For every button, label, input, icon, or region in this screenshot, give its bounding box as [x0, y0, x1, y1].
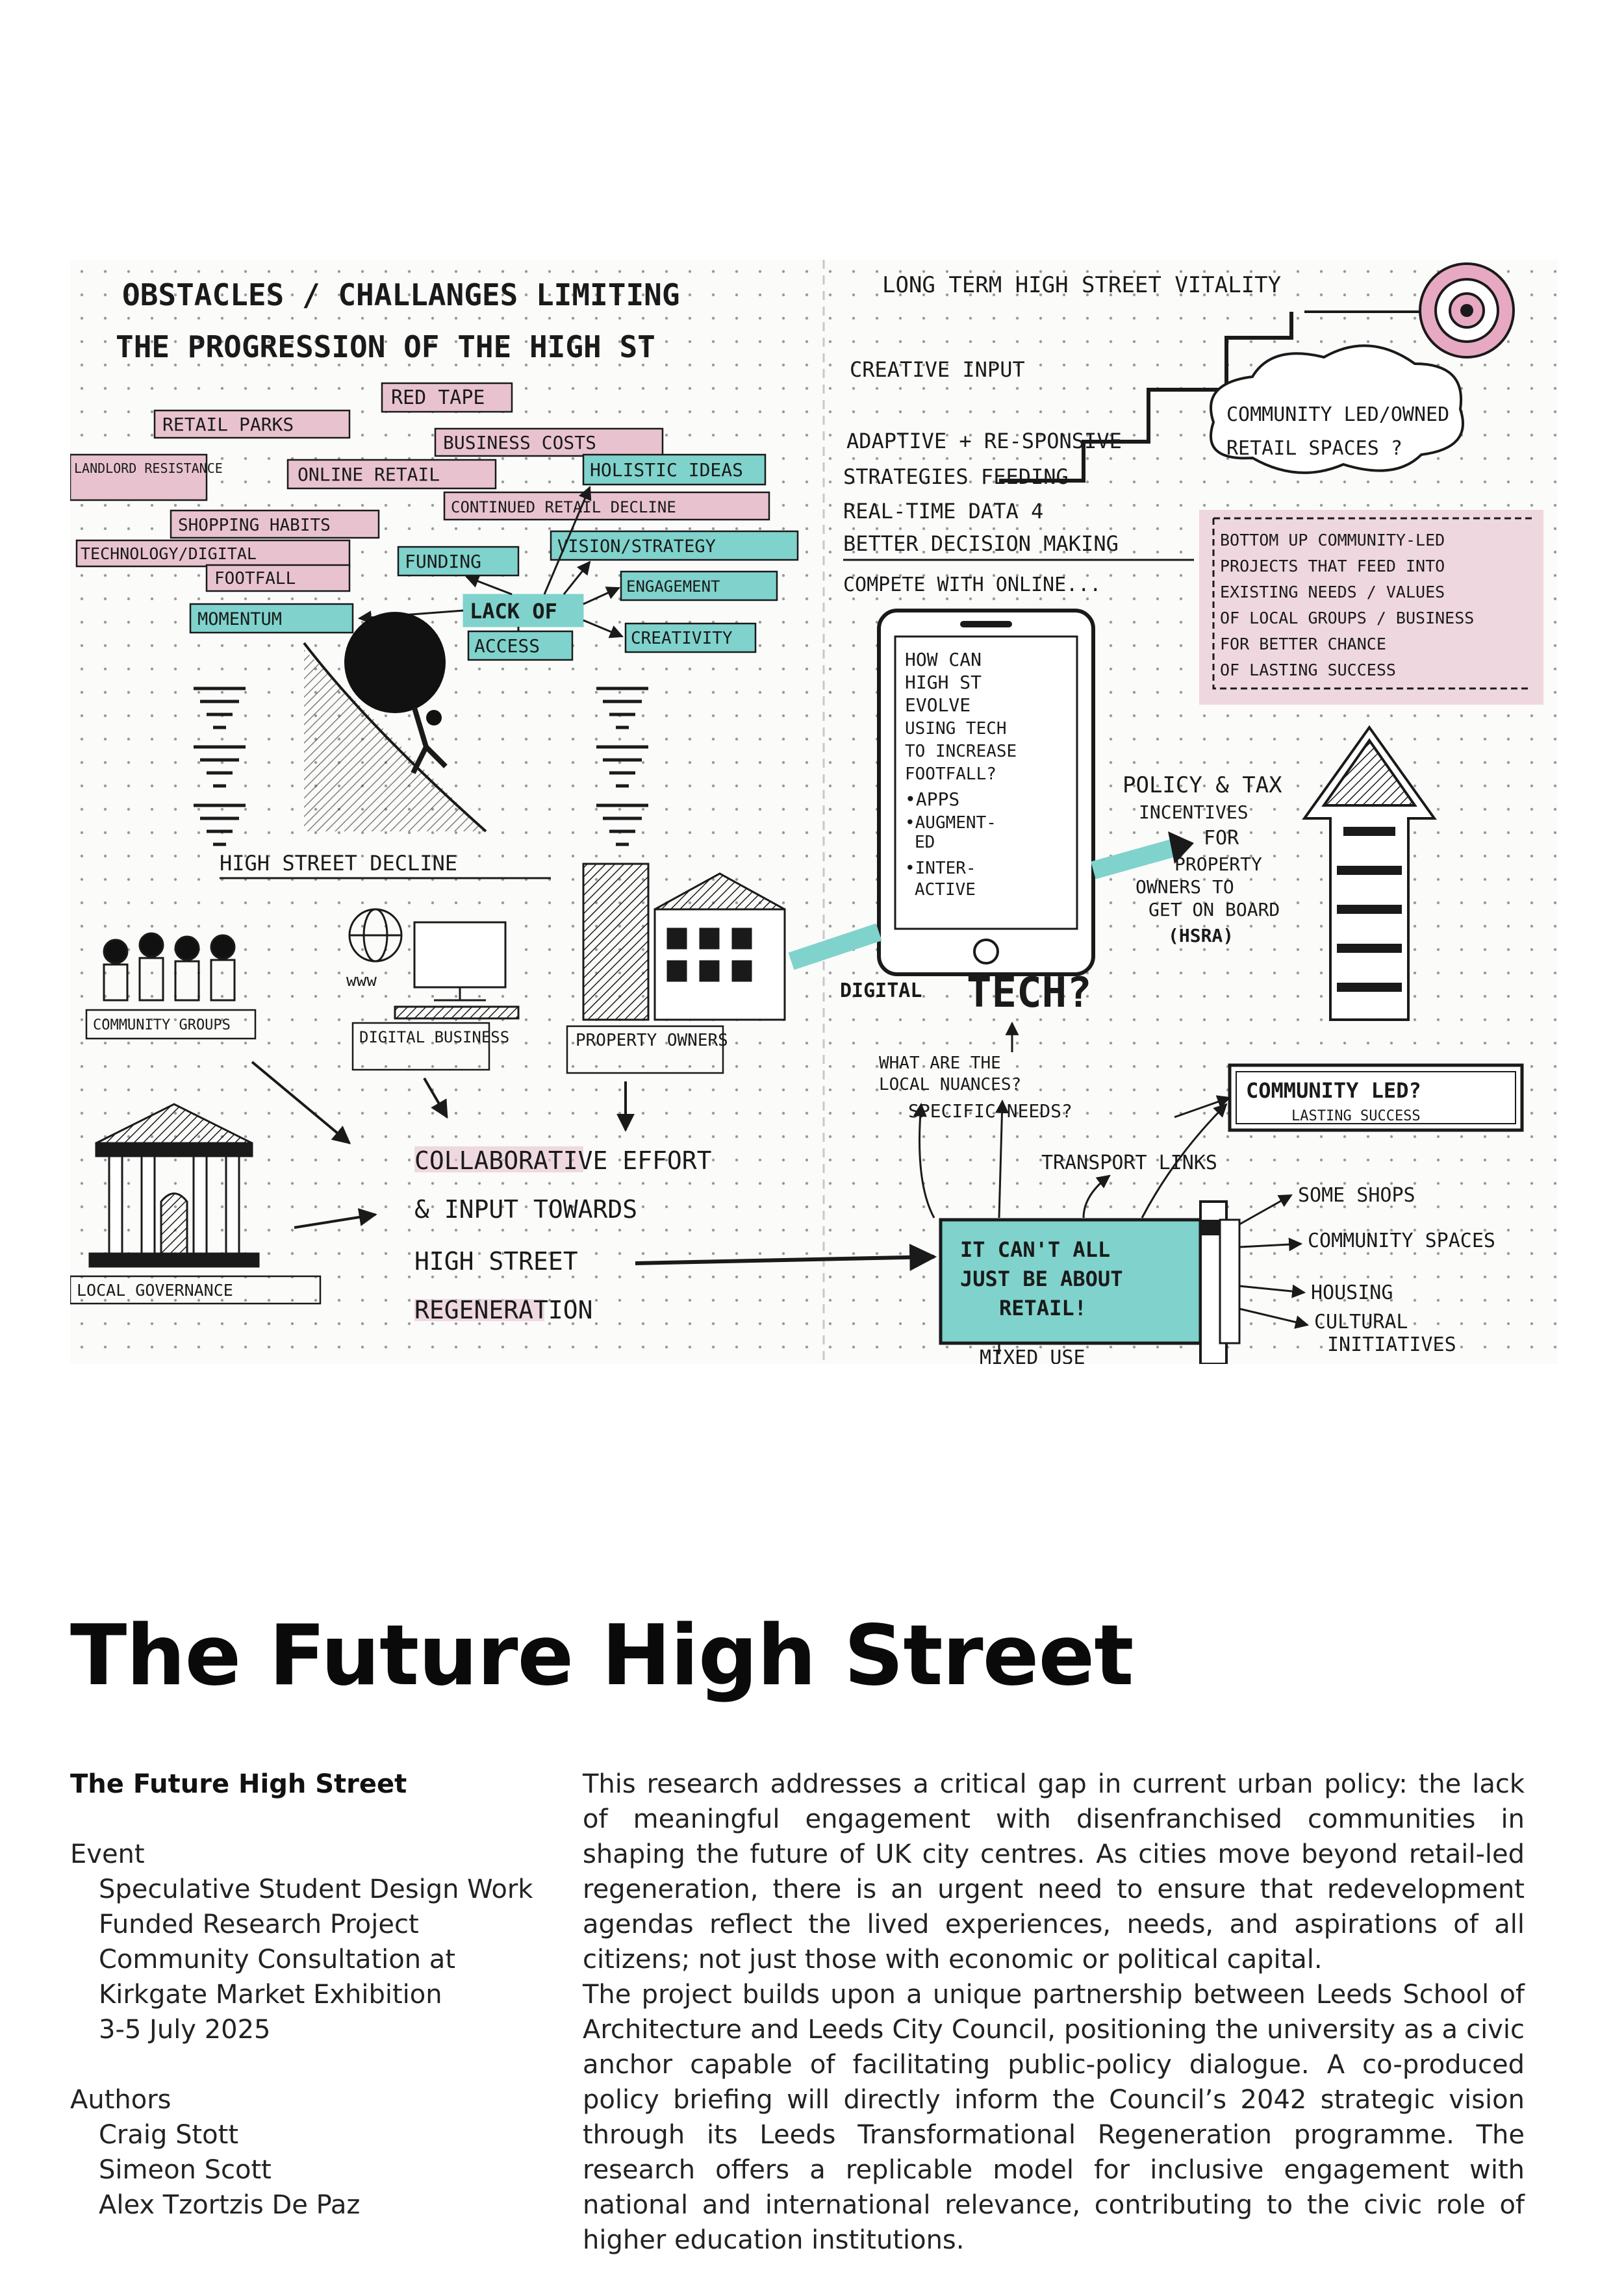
branch-initiatives: INITIATIVES [1327, 1333, 1456, 1356]
branch-housing: HOUSING [1311, 1281, 1393, 1304]
adaptive-line4: BETTER DECISION MAKING [843, 531, 1119, 556]
svg-text:POLICY & TAX: POLICY & TAX [1123, 772, 1282, 798]
target-icon [1420, 264, 1514, 357]
adaptive-line2: STRATEGIES FEEDING [843, 464, 1069, 489]
svg-text:PROPERTY: PROPERTY [1174, 853, 1262, 875]
tag-shopping-habits: SHOPPING HABITS [178, 516, 331, 535]
collab-line1: COLLABORATIVE EFFORT [414, 1146, 712, 1175]
page-title: The Future High Street [70, 1608, 1134, 1704]
svg-text:•AUGMENT-: •AUGMENT- [905, 813, 996, 833]
svg-text:USING TECH: USING TECH [905, 719, 1007, 738]
svg-text:HIGH ST: HIGH ST [905, 672, 982, 693]
vitality-label: LONG TERM HIGH STREET VITALITY [882, 272, 1282, 298]
event-date: 3-5 July 2025 [99, 2015, 271, 2045]
tag-business-costs: BUSINESS COSTS [443, 432, 597, 453]
tag-red-tape: RED TAPE [391, 386, 485, 409]
meta-heading: The Future High Street [70, 1769, 407, 1799]
project-meta [70, 1767, 564, 2258]
cloud-line2: RETAIL SPACES ? [1226, 437, 1402, 460]
tag-footfall: FOOTFALL [214, 569, 296, 588]
collab-line3: HIGH STREET [414, 1247, 578, 1276]
sign-line3: RETAIL! [999, 1296, 1087, 1320]
compete-label: COMPETE WITH ONLINE... [843, 574, 1102, 596]
body-paragraph-1: This research addresses a critical gap in current urban policy: the lack of meaningful engagement with disenfranchised communities in shaping the future of UK city centres. As cities move beyond retail-led regeneration, there is an urgent need to ensure that redevelopment agendas reflect the lived experiences, needs, and aspirations of all citizens; not just those with economic or political capital. [583, 1769, 1525, 1974]
bottom-up-line6: OF LASTING SUCCESS [1220, 661, 1396, 679]
tag-engagement: ENGAGEMENT [626, 577, 720, 596]
bottom-up-line2: PROJECTS THAT FEED INTO [1220, 557, 1445, 575]
bottom-up-line1: BOTTOM UP COMMUNITY-LED [1220, 531, 1445, 549]
authors-group [70, 2082, 564, 2223]
tag-momentum: MOMENTUM [197, 609, 283, 629]
high-street-decline-label: HIGH STREET DECLINE [220, 851, 458, 876]
tag-funding: FUNDING [405, 551, 482, 572]
svg-text:EVOLVE: EVOLVE [905, 694, 971, 716]
svg-text:•INTER-: •INTER- [905, 859, 976, 878]
tag-continued-retail-decline: CONTINUED RETAIL DECLINE [451, 498, 676, 516]
event-item: Speculative Student Design Work [99, 1874, 533, 1904]
branch-cultural: CULTURAL [1314, 1311, 1408, 1333]
tag-retail-parks: RETAIL PARKS [162, 414, 294, 435]
lack-of-label: LACK OF [470, 599, 557, 624]
tag-landlord-resistance: LANDLORD RESISTANCE [74, 460, 223, 476]
tech-label: TECH? [967, 969, 1092, 1017]
nuances-line2: LOCAL NUANCES? [879, 1075, 1022, 1094]
event-label: Event [70, 1839, 145, 1869]
tag-access: ACCESS [474, 635, 540, 657]
svg-text:HOW CAN: HOW CAN [905, 649, 982, 670]
svg-text:OWNERS TO: OWNERS TO [1136, 876, 1234, 898]
sign-line2: JUST BE ABOUT [960, 1267, 1123, 1291]
sketch-illustration [70, 260, 1558, 1364]
svg-text:ACTIVE: ACTIVE [915, 880, 976, 900]
svg-text:ED: ED [915, 833, 935, 852]
transport-links-label: TRANSPORT LINKS [1041, 1152, 1217, 1174]
svg-text:INCENTIVES: INCENTIVES [1139, 801, 1249, 823]
tag-holistic-ideas: HOLISTIC IDEAS [590, 459, 744, 481]
author-name: Alex Tzortzis De Paz [99, 2190, 361, 2220]
creative-input-label: CREATIVE INPUT [850, 357, 1025, 382]
body-paragraph-2: The project builds upon a unique partnership between Leeds School of Architecture and Leeds City Council, positioning the university as a civic anchor capable of facilitating public-policy dialogue. A co-produced policy briefing will directly inform the Council’s 2042 strategic vision through its Leeds Transformational Regeneration programme. The research offers a replicable model for inclusive engagement with national and international relevance, contributing to the civic role of higher education institutions. [583, 1980, 1525, 2255]
bottom-up-line5: FOR BETTER CHANCE [1220, 635, 1386, 653]
adaptive-line3: REAL-TIME DATA 4 [843, 499, 1044, 524]
sign-line1: IT CAN'T ALL [960, 1237, 1111, 1262]
adaptive-line1: ADAPTIVE + RE-SPONSIVE [846, 429, 1122, 453]
branch-community-spaces: COMMUNITY SPACES [1308, 1230, 1495, 1252]
community-led-label: COMMUNITY LED? [1246, 1078, 1421, 1103]
tag-technology-digital: TECHNOLOGY/DIGITAL [81, 544, 257, 563]
mixed-use-label: MIXED USE [980, 1346, 1085, 1364]
event-item: Kirkgate Market Exhibition [99, 1980, 442, 2010]
lasting-success-label: LASTING SUCCESS [1291, 1108, 1421, 1124]
svg-text:•APPS: •APPS [905, 788, 960, 810]
svg-text:GET ON BOARD: GET ON BOARD [1148, 899, 1280, 920]
digital-label: DIGITAL [840, 979, 922, 1002]
svg-text:(HSRA): (HSRA) [1168, 925, 1234, 946]
actor-community-groups: COMMUNITY GROUPS [93, 1017, 231, 1033]
bottom-up-line4: OF LOCAL GROUPS / BUSINESS [1220, 609, 1475, 627]
specific-needs-label: SPECIFIC NEEDS? [908, 1100, 1072, 1122]
cloud-line1: COMMUNITY LED/OWNED [1226, 403, 1450, 426]
collab-line4: REGENERATION [414, 1296, 593, 1324]
actor-local-governance: LOCAL GOVERNANCE [77, 1281, 233, 1300]
svg-text:FOOTFALL?: FOOTFALL? [905, 764, 996, 784]
actor-digital-business: DIGITAL BUSINESS [359, 1028, 510, 1046]
bottom-up-line3: EXISTING NEEDS / VALUES [1220, 583, 1445, 601]
actor-property-owners: PROPERTY OWNERS [576, 1031, 728, 1050]
event-item: Funded Research Project [99, 1910, 419, 1939]
svg-text:FOR: FOR [1204, 827, 1239, 850]
sketch-svg [70, 260, 1558, 1364]
www-label: www [346, 971, 377, 990]
body-text [583, 1767, 1525, 2258]
collab-line2: & INPUT TOWARDS [414, 1195, 638, 1224]
author-name: Craig Stott [99, 2120, 239, 2150]
tag-creativity: CREATIVITY [631, 629, 733, 648]
event-group [70, 1837, 564, 2047]
authors-label: Authors [70, 2085, 171, 2115]
sketch-title-line2: THE PROGRESSION OF THE HIGH ST [116, 329, 655, 364]
branch-some-shops: SOME SHOPS [1298, 1184, 1415, 1207]
tag-online-retail: ONLINE RETAIL [298, 464, 440, 485]
event-item: Community Consultation at [99, 1945, 456, 1974]
nuances-line1: WHAT ARE THE [879, 1053, 1001, 1073]
tag-vision-strategy: VISION/STRATEGY [557, 536, 716, 557]
svg-text:TO INCREASE: TO INCREASE [905, 742, 1017, 761]
sketch-title-line1: OBSTACLES / CHALLANGES LIMITING [122, 277, 680, 312]
author-name: Simeon Scott [99, 2155, 272, 2185]
